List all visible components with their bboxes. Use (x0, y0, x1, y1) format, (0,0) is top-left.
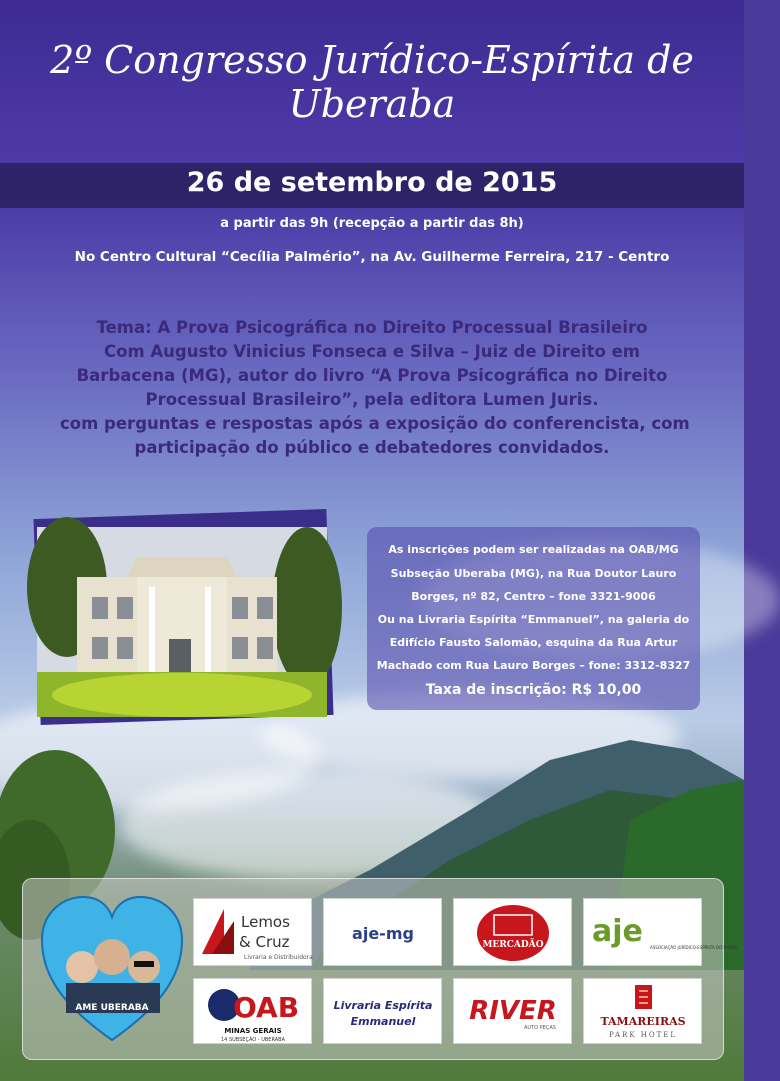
river-sub-text: AUTO PEÇAS (524, 1025, 556, 1031)
oab-sub-text-2: 14 SUBSEÇÃO - UBERABA (221, 1037, 285, 1043)
theme-block (60, 316, 690, 460)
aje-text: aje (592, 914, 643, 949)
ame-uberaba-logo (42, 895, 182, 1045)
river-logo (453, 978, 572, 1044)
registration-box (367, 527, 700, 710)
cultural-center-photo (37, 527, 327, 717)
river-text: RIVER (469, 996, 557, 1026)
aje-sub-text: ASSOCIAÇÃO JURÍDICO-ESPÍRITA DO BRASIL (650, 945, 738, 950)
registration-line: Machado com Rua Lauro Borges – fone: 3312-8327 (376, 659, 691, 672)
cruz-text: & Cruz (239, 933, 290, 951)
registration-line: Ou na Livraria Espírita “Emmanuel”, na galeria do (377, 613, 690, 626)
page-title: 2º Congresso Jurídico-Espírita de Uberaba (50, 38, 694, 126)
tamareiras-logo (583, 978, 702, 1044)
oab-sub-text-1: MINAS GERAIS (224, 1027, 282, 1035)
registration-line: Subseção Uberaba (MG), na Rua Doutor Lauro (390, 567, 677, 580)
registration-line: As inscrições podem ser realizadas na OAB/MG (388, 543, 679, 556)
event-date: 26 de setembro de 2015 (186, 167, 558, 198)
event-time: a partir das 9h (recepção a partir das 8h) (220, 216, 524, 231)
theme-line: participação do público e debatedores convidados. (134, 438, 610, 457)
oab-logo (193, 978, 312, 1044)
lemos-cruz-logo (193, 898, 312, 966)
tamareiras-text: TAMAREIRAS (600, 1015, 686, 1028)
livraria-text-1: Livraria Espírita (333, 999, 433, 1012)
mercadao-text: MERCADÃO (482, 940, 544, 950)
event-location: No Centro Cultural “Cecília Palmério”, na Av. Guilherme Ferreira, 217 - Centro (74, 249, 670, 265)
registration-line: Edifício Fausto Salomão, esquina da Rua Artur (389, 636, 678, 649)
aje-logo (583, 898, 738, 966)
registration-line: Borges, nº 82, Centro – fone 3321-9006 (411, 590, 656, 603)
aje-mg-text: aje-mg (352, 924, 414, 943)
lemos-text: Lemos (241, 913, 290, 931)
theme-line: Com Augusto Vinicius Fonseca e Silva – Juiz de Direito em (104, 342, 640, 361)
registration-fee: Taxa de inscrição: R$ 10,00 (425, 682, 642, 698)
theme-line: com perguntas e respostas após a exposição do conferencista, com (60, 414, 690, 433)
lemos-sub-text: Livraria e Distribuidora (244, 954, 313, 961)
tamareiras-sub-text: PARK HOTEL (608, 1031, 678, 1039)
ame-logo-text: AME UBERABA (75, 1003, 149, 1013)
theme-line: Processual Brasileiro”, pela editora Lumen Juris. (145, 390, 599, 409)
mercadao-logo (453, 898, 572, 966)
aje-mg-logo (323, 898, 442, 966)
livraria-emmanuel-logo (323, 978, 442, 1044)
theme-line: Tema: A Prova Psicográfica no Direito Processual Brasileiro (96, 318, 648, 337)
livraria-text-2: Emmanuel (350, 1015, 416, 1028)
theme-line: Barbacena (MG), autor do livro “A Prova Psicográfica no Direito (76, 366, 668, 385)
oab-text: OAB (232, 991, 300, 1024)
